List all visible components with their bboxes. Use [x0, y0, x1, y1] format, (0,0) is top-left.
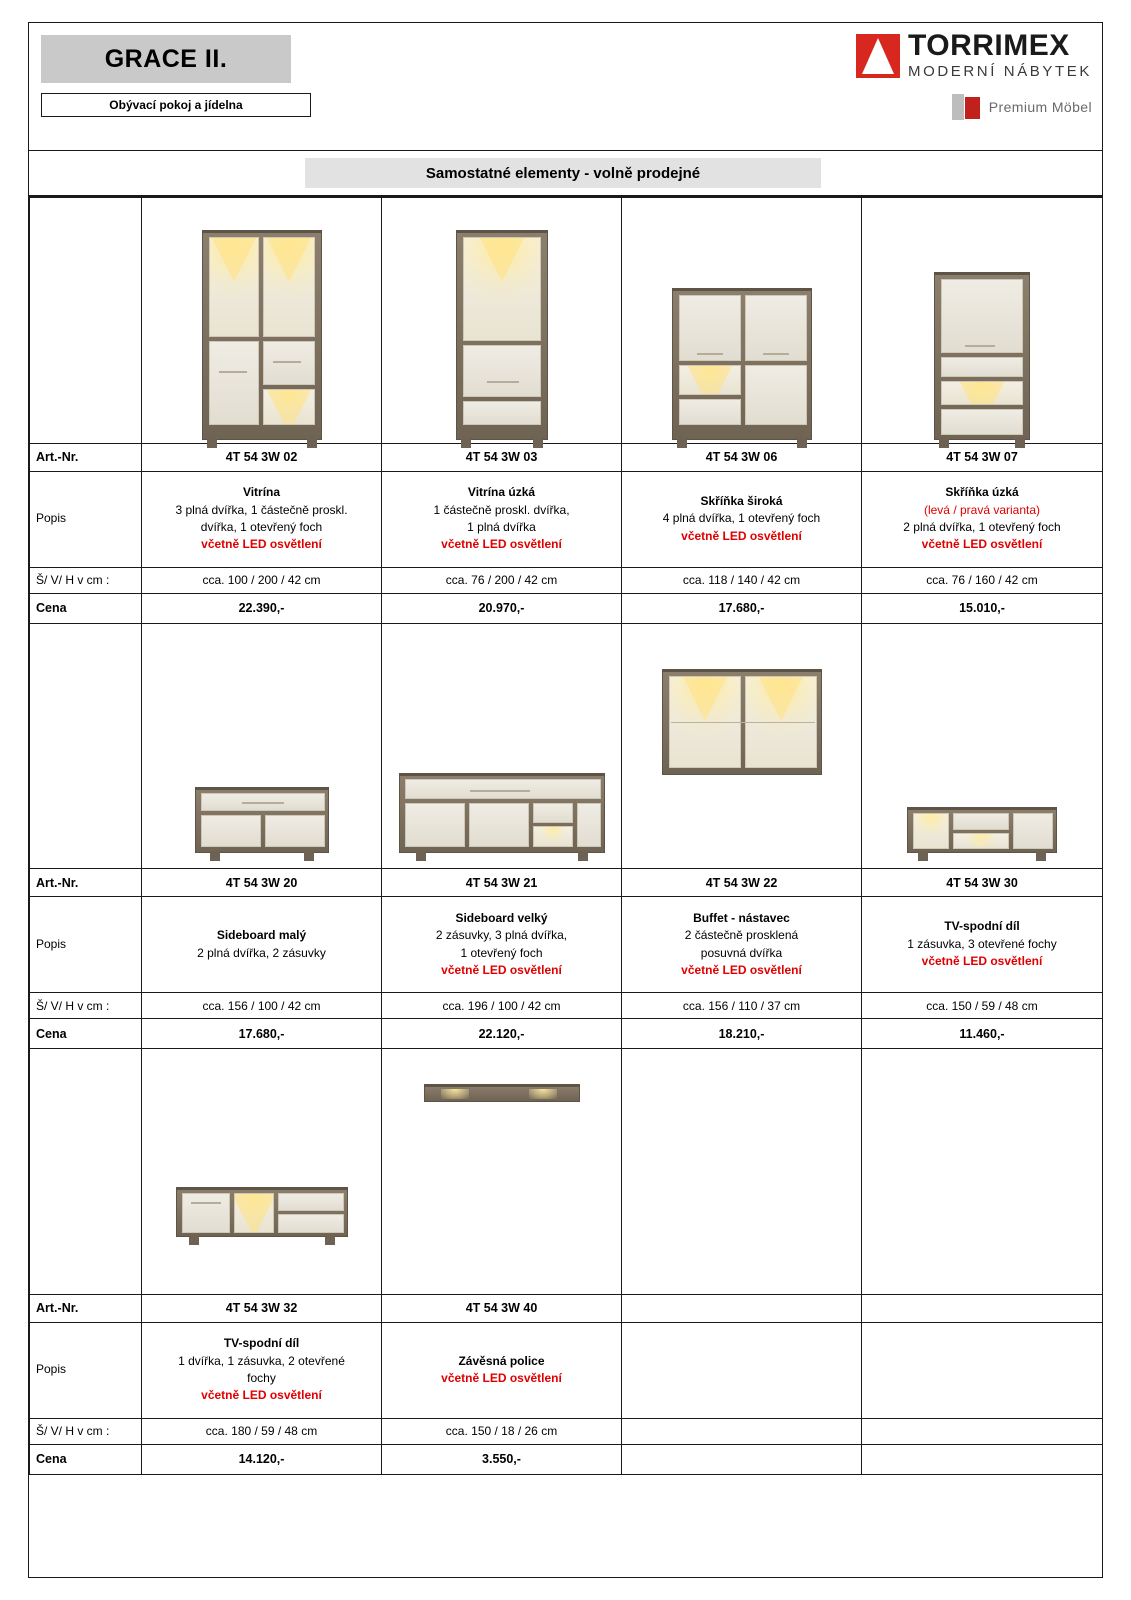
empty-label-cell [30, 198, 142, 443]
price-cell: 22.120,- [382, 1019, 622, 1049]
dimensions-cell: cca. 156 / 100 / 42 cm [142, 993, 382, 1019]
product-image-4t543w03 [382, 198, 622, 443]
group3-image-row [30, 1049, 1103, 1294]
label-cena: Cena [30, 1444, 142, 1474]
group1-dim-row [30, 567, 1103, 593]
label-dimensions: Š/ V/ H v cm : [30, 1418, 142, 1444]
label-art-nr: Art.-Nr. [30, 869, 142, 897]
led-note: včetně LED osvětlení [441, 1371, 562, 1385]
desc-line: posuvná dvířka [700, 945, 783, 960]
product-name: Vitrína [242, 485, 281, 500]
label-art-nr: Art.-Nr. [30, 1294, 142, 1322]
desc-cell [862, 471, 1103, 567]
desc-line: 2 částečně prosklená [684, 928, 799, 943]
product-image-4t543w30 [862, 624, 1103, 869]
desc-cell [142, 1322, 382, 1418]
group2-desc-row [30, 897, 1103, 993]
desc-line: 2 zásuvky, 3 plná dvířka, [435, 928, 568, 943]
collection-subtitle-box [41, 93, 311, 117]
label-art-nr: Art.-Nr. [30, 443, 142, 471]
label-popis: Popis [30, 471, 142, 567]
price-cell: 18.210,- [622, 1019, 862, 1049]
group1-desc-row [30, 471, 1103, 567]
dimensions-cell: cca. 156 / 110 / 37 cm [622, 993, 862, 1019]
led-note: včetně LED osvětlení [441, 962, 562, 977]
group3-artnr-row [30, 1294, 1103, 1322]
product-name: Vitrína úzká [467, 485, 536, 500]
dimensions-cell: cca. 150 / 18 / 26 cm [382, 1418, 622, 1444]
group2-image-row [30, 624, 1103, 869]
dimensions-cell: cca. 100 / 200 / 42 cm [142, 567, 382, 593]
led-note: včetně LED osvětlení [201, 537, 322, 552]
brand-name: TORRIMEX [907, 29, 1070, 62]
artnr-cell: 4T 54 3W 21 [382, 869, 622, 897]
product-name: TV-spodní díl [944, 919, 1020, 934]
artnr-cell: 4T 54 3W 03 [382, 443, 622, 471]
price-cell: 11.460,- [862, 1019, 1103, 1049]
product-image-4t543w06 [622, 198, 862, 443]
empty-label-cell [30, 1049, 142, 1294]
label-popis: Popis [30, 1322, 142, 1418]
group2-price-row [30, 1019, 1103, 1049]
product-name: Buffet - nástavec [693, 910, 790, 925]
dimensions-cell [862, 1418, 1103, 1444]
label-dimensions: Š/ V/ H v cm : [30, 567, 142, 593]
product-name: Sideboard malý [216, 928, 307, 943]
group3-price-row [30, 1444, 1103, 1474]
label-popis: Popis [30, 897, 142, 993]
group1-price-row [30, 593, 1103, 623]
product-name: Skříňka úzká [945, 485, 1019, 500]
torrimex-logo-icon [856, 34, 900, 78]
dimensions-cell: cca. 76 / 200 / 42 cm [382, 567, 622, 593]
product-image-4t543w20 [142, 624, 382, 869]
premium-badge [742, 94, 1092, 120]
brand-block [742, 31, 1092, 141]
artnr-cell: 4T 54 3W 20 [142, 869, 382, 897]
desc-line: 2 plná dvířka, 1 otevřený foch [903, 520, 1061, 534]
desc-line: 2 plná dvířka, 2 zásuvky [197, 945, 326, 960]
dimensions-cell: cca. 118 / 140 / 42 cm [622, 567, 862, 593]
desc-cell [142, 471, 382, 567]
desc-cell [142, 897, 382, 993]
price-sheet [28, 22, 1103, 1578]
artnr-cell: 4T 54 3W 02 [142, 443, 382, 471]
led-note: včetně LED osvětlení [681, 528, 802, 543]
led-note: včetně LED osvětlení [441, 537, 562, 552]
empty-image-cell [622, 1049, 862, 1294]
artnr-cell [622, 1294, 862, 1322]
price-cell: 14.120,- [142, 1444, 382, 1474]
section-title-wrap [29, 151, 1102, 198]
product-name: Sideboard velký [455, 910, 548, 925]
desc-line: 4 plná dvířka, 1 otevřený foch [662, 511, 821, 526]
collection-subtitle: Obývací pokoj a jídelna [109, 98, 243, 112]
led-note: včetně LED osvětlení [921, 537, 1043, 552]
led-note: včetně LED osvětlení [921, 954, 1043, 969]
dimensions-cell: cca. 76 / 160 / 42 cm [862, 567, 1103, 593]
group2-artnr-row [30, 869, 1103, 897]
desc-cell [382, 471, 622, 567]
price-cell [862, 1444, 1103, 1474]
desc-cell [862, 897, 1103, 993]
collection-title: GRACE II. [104, 44, 228, 73]
led-note: včetně LED osvětlení [681, 962, 802, 977]
label-cena: Cena [30, 1019, 142, 1049]
dimensions-cell [622, 1418, 862, 1444]
desc-line: 1 částečně proskl. dvířka, [433, 502, 570, 517]
artnr-cell: 4T 54 3W 40 [382, 1294, 622, 1322]
label-dimensions: Š/ V/ H v cm : [30, 993, 142, 1019]
premium-label: Premium Möbel [988, 99, 1092, 115]
artnr-cell: 4T 54 3W 06 [622, 443, 862, 471]
label-cena: Cena [30, 593, 142, 623]
premium-moebel-icon [952, 94, 982, 120]
artnr-cell [862, 1294, 1103, 1322]
empty-label-cell [30, 624, 142, 869]
product-image-4t543w22 [622, 624, 862, 869]
collection-title-box [41, 35, 291, 83]
product-image-4t543w40 [382, 1049, 622, 1294]
price-cell: 20.970,- [382, 593, 622, 623]
price-cell: 15.010,- [862, 593, 1103, 623]
product-image-4t543w02 [142, 198, 382, 443]
artnr-cell: 4T 54 3W 07 [862, 443, 1103, 471]
section-title: Samostatné elementy - volně prodejné [425, 164, 701, 182]
desc-line: 1 plná dvířka [467, 520, 536, 534]
dimensions-cell: cca. 180 / 59 / 48 cm [142, 1418, 382, 1444]
price-cell: 3.550,- [382, 1444, 622, 1474]
product-group-3 [29, 1049, 1103, 1475]
price-cell: 17.680,- [622, 593, 862, 623]
product-group-2 [29, 624, 1103, 1050]
empty-image-cell [862, 1049, 1103, 1294]
led-note: včetně LED osvětlení [201, 1388, 322, 1403]
desc-cell-empty [862, 1322, 1103, 1418]
brand-tagline: MODERNÍ NÁBYTEK [907, 63, 1092, 80]
product-name: TV-spodní díl [223, 1336, 300, 1351]
desc-cell [382, 1322, 622, 1418]
desc-cell-empty [622, 1322, 862, 1418]
product-group-1 [29, 198, 1103, 624]
artnr-cell: 4T 54 3W 22 [622, 869, 862, 897]
price-cell [622, 1444, 862, 1474]
desc-line: 1 zásuvka, 3 otevřené fochy [907, 936, 1057, 951]
desc-cell [622, 897, 862, 993]
group3-desc-row [30, 1322, 1103, 1418]
price-cell: 17.680,- [142, 1019, 382, 1049]
desc-line: 1 otevřený foch [460, 945, 543, 960]
product-image-4t543w32 [142, 1049, 382, 1294]
sheet-header [29, 23, 1102, 151]
desc-cell [622, 471, 862, 567]
group1-image-row [30, 198, 1103, 443]
group3-dim-row [30, 1418, 1103, 1444]
price-cell: 22.390,- [142, 593, 382, 623]
product-name: Skříňka široká [700, 493, 783, 508]
group2-dim-row [30, 993, 1103, 1019]
desc-line: 1 dvířka, 1 zásuvka, 2 otevřené [178, 1353, 345, 1368]
brand-logo-row [742, 31, 1092, 80]
desc-line: dvířka, 1 otevřený foch [200, 520, 323, 534]
artnr-cell: 4T 54 3W 30 [862, 869, 1103, 897]
dimensions-cell: cca. 196 / 100 / 42 cm [382, 993, 622, 1019]
desc-cell [382, 897, 622, 993]
dimensions-cell: cca. 150 / 59 / 48 cm [862, 993, 1103, 1019]
product-image-4t543w07 [862, 198, 1103, 443]
product-image-4t543w21 [382, 624, 622, 869]
variant-note: (levá / pravá varianta) [923, 502, 1041, 517]
artnr-cell: 4T 54 3W 32 [142, 1294, 382, 1322]
product-name: Závěsná police [458, 1353, 545, 1368]
desc-line: fochy [247, 1371, 276, 1385]
section-title-box [305, 158, 821, 188]
desc-line: 3 plná dvířka, 1 částečně proskl. [175, 502, 348, 517]
